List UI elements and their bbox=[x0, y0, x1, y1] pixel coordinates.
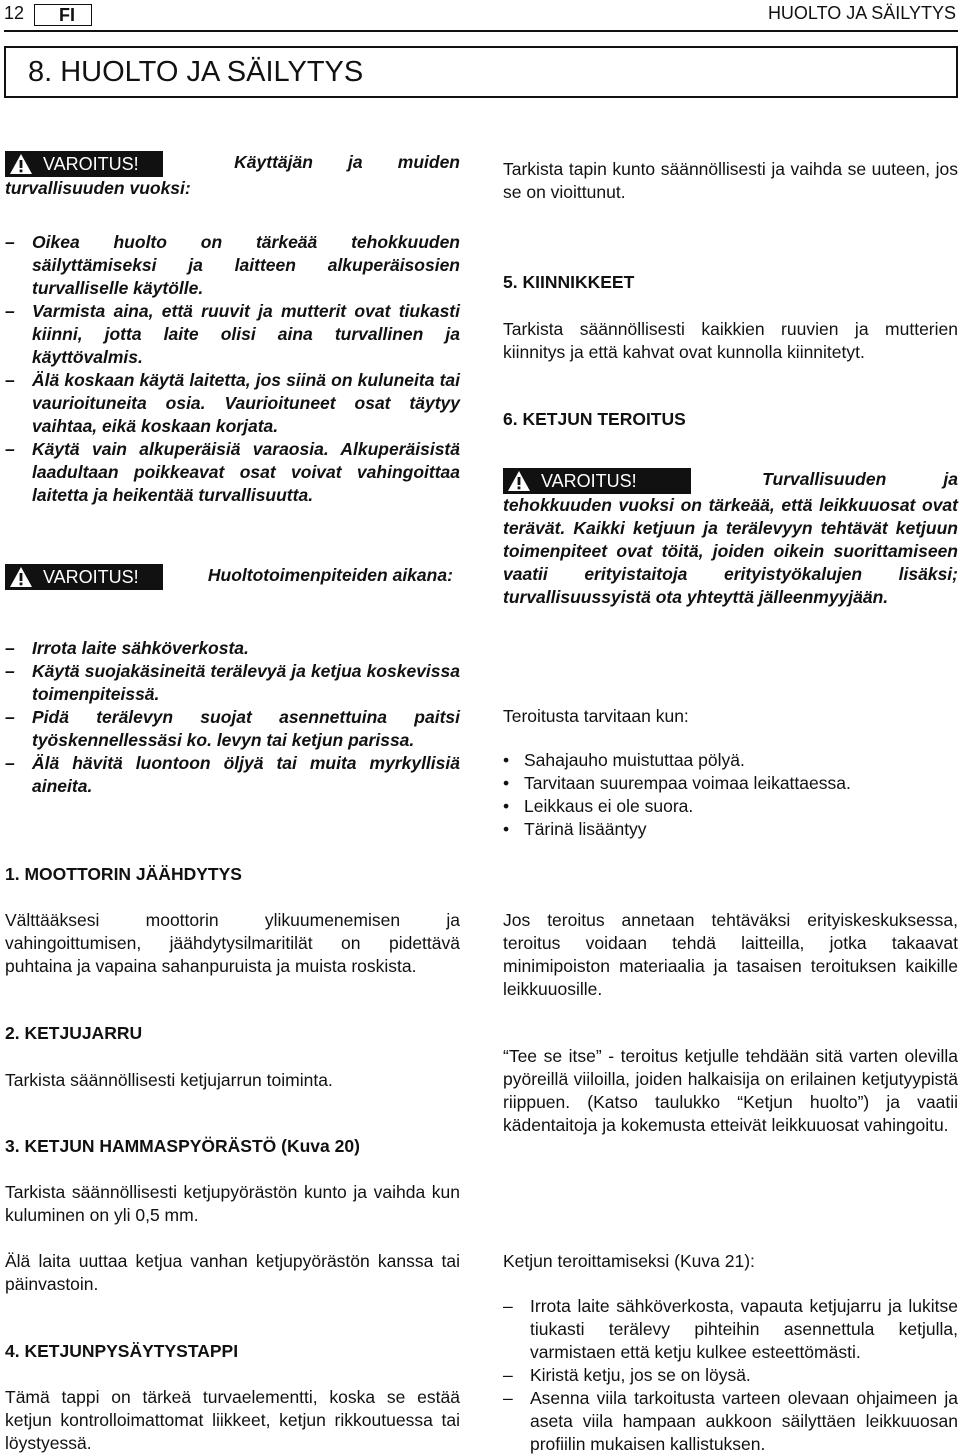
list-item: • Tarvitaan suurempaa voimaa leikattaessa. bbox=[503, 773, 851, 793]
section-4-title: 4. KETJUNPYSÄYTYSTAPPI bbox=[5, 1341, 239, 1361]
warning3-text: Turvallisuuden ja tehokkuuden vuoksi on tärkeää, että leikkuuosat ovat terävät. Kaikki ketjuun ja terälevyyn tehtävät ketjuun toimenpiteet ovat töitä, joiden oikein suorittamiseen vaatii erityistaitoja erityistyökalujen lisäksi; turvallisuussyistä ota yhteyttä jälleenmyyjään. bbox=[503, 469, 958, 607]
section-2-title: 2. KETJUJARRU bbox=[5, 1023, 143, 1043]
list-item: – Käytä suojakäsineitä terälevyä ja ketjua koskevissa toimenpiteissä. bbox=[5, 661, 460, 704]
paragraph-sharpen-steps-intro: Ketjun teroittamiseksi (Kuva 21): bbox=[503, 1251, 755, 1271]
list-item: – Älä hävitä luontoon öljyä tai muita myrkyllisiä aineita. bbox=[5, 753, 460, 796]
warning-label: VAROITUS! bbox=[503, 468, 691, 494]
section-5-title: 5. KIINNIKKEET bbox=[503, 272, 635, 292]
sharpen-conditions-list bbox=[503, 749, 958, 841]
list-item: • Leikkaus ei ole suora. bbox=[503, 796, 694, 816]
list-item: – Varmista aina, että ruuvit ja mutterit ovat tiukasti kiinni, jotta laite olisi aina turvallinen ja käyttövalmis. bbox=[5, 301, 460, 367]
warning-label: VAROITUS! bbox=[5, 564, 163, 590]
section-3-text-2: Älä laita uuttaa ketjua vanhan ketjupyörästön kanssa tai päinvastoin. bbox=[5, 1251, 460, 1294]
sharpen-steps-list bbox=[503, 1295, 958, 1456]
warning1-text: Käyttäjän ja muiden turvallisuuden vuoksi: bbox=[5, 152, 460, 198]
section-4-continued: Tarkista tapin kunto säännöllisesti ja vaihda se uuteen, jos se on vioittunut. bbox=[503, 159, 958, 202]
section-2-text: Tarkista säännöllisesti ketjujarrun toiminta. bbox=[5, 1070, 333, 1090]
page-number: 12 bbox=[4, 3, 25, 23]
paragraph-diy-sharpening: “Tee se itse” - teroitus ketjulle tehdään sitä varten olevilla pyöreillä viiloilla, joiden halkaisija on erilainen ketjutyypistä riippuen. (Katso taulukko “Ketjun huolto”) ja vaatii kädentaitoja ja kokemusta etteivät leikkuuosat vahingoitu. bbox=[503, 1046, 958, 1135]
list-item: – Käytä vain alkuperäisiä varaosia. Alkuperäisistä laadultaan poikkeavat osat voivat vahingoittaa laitetta ja heikentää turvallisuutta. bbox=[5, 439, 460, 505]
list-item: • Sahajauho muistuttaa pölyä. bbox=[503, 750, 745, 770]
list-item: – Kiristä ketju, jos se on löysä. bbox=[503, 1365, 751, 1385]
warning-triangle-icon bbox=[9, 566, 33, 588]
safety-list-1 bbox=[5, 231, 460, 507]
section-3-text-1: Tarkista säännöllisesti ketjupyörästön kunto ja vaihda kun kuluminen on yli 0,5 mm. bbox=[5, 1182, 460, 1225]
section-6-title: 6. KETJUN TEROITUS bbox=[503, 409, 686, 429]
section-3-title: 3. KETJUN HAMMASPYÖRÄSTÖ (Kuva 20) bbox=[5, 1136, 360, 1156]
warning-triangle-icon bbox=[9, 153, 33, 175]
chapter-title: 8. HUOLTO JA SÄILYTYS bbox=[4, 46, 958, 98]
list-item: – Pidä terälevyn suojat asennettuina paitsi työskennellessäsi ko. levyn tai ketjun parissa. bbox=[5, 707, 460, 750]
safety-list-2 bbox=[5, 637, 460, 798]
list-item: – Irrota laite sähköverkosta. bbox=[5, 638, 249, 658]
section-1-text: Välttääksesi moottorin ylikuumenemisen ja vahingoittumisen, jäähdytysilmaritilät on pidettävä puhtaina ja vapaina sahanpuruista ja muista roskista. bbox=[5, 910, 460, 976]
section-1-title: 1. MOOTTORIN JÄÄHDYTYS bbox=[5, 864, 242, 884]
list-item: – Asenna viila tarkoitusta varteen olevaan ohjaimeen ja aseta viila hampaan aukkoon säilyttäen leikkuuosan profiilin mukaisen kallistuksen. bbox=[503, 1388, 958, 1454]
running-title: HUOLTO JA SÄILYTYS bbox=[767, 3, 956, 23]
warning-block-3 bbox=[503, 468, 958, 609]
sharpen-intro: Teroitusta tarvitaan kun: bbox=[503, 706, 689, 726]
warning2-text: Huoltotoimenpiteiden aikana: bbox=[207, 565, 453, 585]
warning-block-2 bbox=[5, 564, 460, 590]
list-item: – Irrota laite sähköverkosta, vapauta ketjujarru ja lukitse tiukasti terälevy pihteihin asennettula ketjulla, varmistaen että ketju kulkee esteettömästi. bbox=[503, 1296, 958, 1362]
warning-triangle-icon bbox=[507, 470, 531, 492]
list-item: • Tärinä lisääntyy bbox=[503, 819, 647, 839]
section-4-text: Tämä tappi on tärkeä turvaelementti, koska se estää ketjun kontrolloimattomat liikkeet, ketjun rikkoutuessa tai löystyessä. bbox=[5, 1387, 460, 1453]
warning-block-1 bbox=[5, 151, 460, 200]
warning-label: VAROITUS! bbox=[5, 151, 163, 177]
language-code: FI bbox=[34, 4, 92, 26]
list-item: – Älä koskaan käytä laitetta, jos siinä on kuluneita tai vaurioituneita osia. Vaurioituneet osat täytyy vaihtaa, eikä koskaan korjata. bbox=[5, 370, 460, 436]
section-5-text: Tarkista säännöllisesti kaikkien ruuvien ja mutterien kiinnitys ja että kahvat ovat kunnolla kiinnitetyt. bbox=[503, 319, 958, 362]
header-rule bbox=[4, 30, 958, 32]
list-item: – Oikea huolto on tärkeää tehokkuuden säilyttämiseksi ja laitteen alkuperäisosien turvalliselle käytölle. bbox=[5, 232, 460, 298]
paragraph-service-center: Jos teroitus annetaan tehtäväksi erityiskeskuksessa, teroitus voidaan tehdä laitteilla, jotka takaavat minimipoiston materiaalia ja tasaisen teroituksen kaikille leikkuuosille. bbox=[503, 910, 958, 999]
